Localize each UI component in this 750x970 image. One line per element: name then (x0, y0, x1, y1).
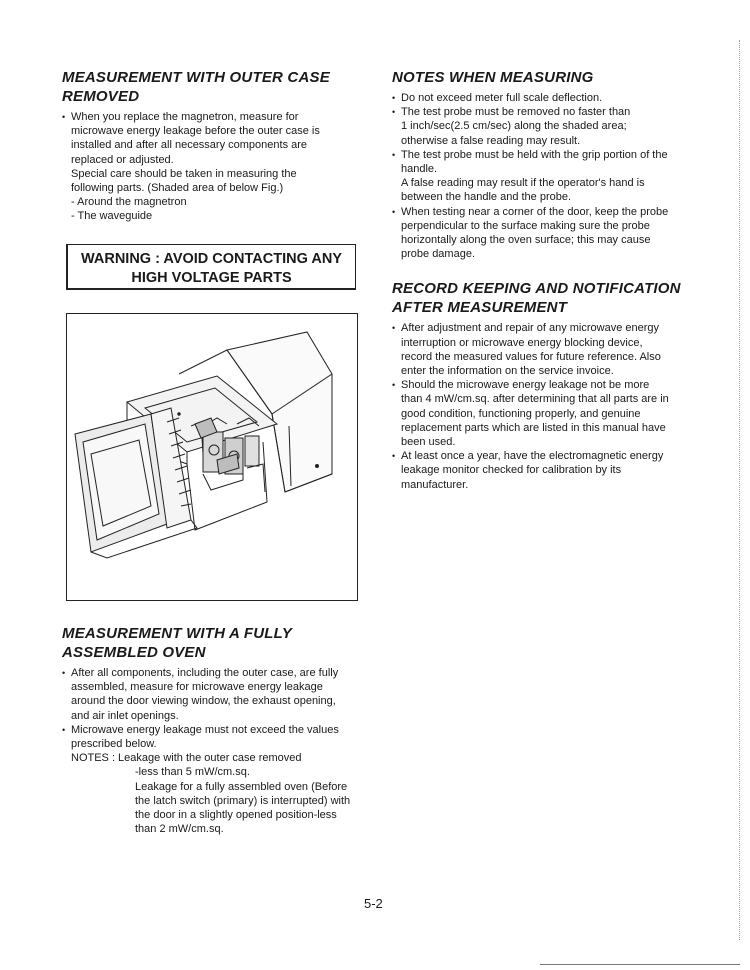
text-line: following parts. (Shaded area of below Fig.) (71, 182, 284, 195)
warning-line2: HIGH VOLTAGE PARTS (131, 270, 292, 286)
text-line: record the measured values for future reference. Also (401, 350, 661, 363)
list-item (392, 378, 692, 449)
text-line: interruption or microwave energy blocking device, (401, 336, 643, 349)
text-line: • The test probe must be removed no faster than (401, 106, 631, 119)
notes-label: NOTES : Leakage with the outer case removed (71, 752, 302, 765)
list-item (62, 666, 372, 723)
text-line: manufacturer. (401, 478, 469, 491)
heading-notes-when-measuring: NOTES WHEN MEASURING (392, 69, 594, 86)
section-fully-assembled-oven (62, 624, 372, 836)
text-line: assembled, measure for microwave energy leakage (71, 681, 323, 694)
text-line: • When you replace the magnetron, measure for (71, 111, 299, 123)
text-line: good condition, functioning properly, and genuine (401, 407, 641, 420)
text-line: leakage monitor checked for calibration by its (401, 464, 622, 477)
text-line: 1 inch/sec(2.5 cm/sec) along the shaded area; (401, 120, 627, 133)
text-line: • At least once a year, have the electromagnetic energy (401, 450, 664, 463)
text-line: otherwise a false reading may result. (401, 134, 581, 147)
list-item (392, 91, 692, 105)
heading-outer-case-line1: MEASUREMENT WITH OUTER CASE (62, 69, 330, 86)
text-line: • Microwave energy leakage must not exceed the values (71, 723, 339, 736)
text-line: • After adjustment and repair of any microwave energy (401, 322, 660, 335)
heading-record-keeping-line2: AFTER MEASUREMENT (392, 299, 568, 317)
notes-line: than 2 mW/cm.sq. (135, 823, 224, 836)
text-line: • When testing near a corner of the door, keep the probe (401, 205, 669, 218)
text-line: • The test probe must be held with the grip portion of the (401, 148, 668, 161)
record-keeping-list (392, 321, 692, 491)
text-line: • Do not exceed meter full scale deflection. (401, 92, 603, 104)
warning-line1: WARNING : AVOID CONTACTING ANY (81, 251, 342, 267)
margin-scan-rule (738, 40, 740, 940)
heading-fully-assembled-line2: ASSEMBLED OVEN (62, 644, 206, 661)
text-line: and air inlet openings. (71, 709, 179, 722)
text-line: installed and after all necessary components are (71, 139, 308, 152)
notes-list (392, 91, 692, 261)
text-line: microwave energy leakage before the outer case is (71, 125, 320, 138)
text-line: perpendicular to the surface making sure the probe (401, 219, 650, 232)
notes-line: the door in a slightly opened position-less (135, 809, 337, 822)
section-notes-when-measuring (392, 68, 692, 492)
heading-record-keeping-line1: RECORD KEEPING AND NOTIFICATION (392, 280, 681, 298)
text-line: replacement parts which are listed in this manual have (401, 421, 666, 434)
text-line: • After all components, including the outer case, are fully (71, 667, 339, 679)
notes-line: -less than 5 mW/cm.sq. (135, 766, 250, 779)
text-line: - The waveguide (71, 210, 153, 223)
text-line: between the handle and the probe. (401, 191, 572, 204)
section-outer-case-removed (62, 68, 362, 224)
text-line: • Should the microwave energy leakage not be more (401, 379, 650, 392)
list-item (392, 205, 692, 262)
heading-outer-case-line2: REMOVED (62, 88, 140, 105)
text-line: Special care should be taken in measuring the (71, 167, 297, 180)
heading-fully-assembled-line1: MEASUREMENT WITH A FULLY (62, 625, 293, 642)
microwave-figure (66, 313, 358, 601)
text-line: replaced or adjusted. (71, 153, 174, 166)
text-line: around the door viewing window, the exhaust opening, (71, 695, 336, 708)
list-item (392, 449, 692, 492)
text-line: enter the information on the service invoice. (401, 365, 614, 378)
text-line: prescribed below. (71, 738, 157, 751)
text-line: than 4 mW/cm.sq. after determining that all parts are in (401, 393, 669, 406)
page-number: 5-2 (364, 896, 383, 911)
list-item (62, 723, 372, 837)
text-line: - Around the magnetron (71, 196, 187, 209)
text-line: probe damage. (401, 248, 475, 261)
text-line: handle. (401, 163, 438, 176)
list-item (392, 105, 692, 148)
notes-line: the latch switch (primary) is interrupted) with (135, 794, 351, 807)
text-line: horizontally along the oven surface; this may cause (401, 234, 651, 247)
outer-case-list (62, 110, 362, 224)
list-item (392, 148, 692, 205)
bottom-rule (540, 964, 740, 965)
fully-assembled-list (62, 666, 372, 836)
list-item (62, 110, 362, 224)
microwave-oven-illustration (67, 314, 357, 600)
notes-line: Leakage for a fully assembled oven (Before (135, 780, 348, 793)
list-item (392, 321, 692, 378)
warning-box (66, 244, 356, 290)
text-line: A false reading may result if the operator's hand is (401, 177, 645, 190)
text-line: been used. (401, 436, 456, 449)
